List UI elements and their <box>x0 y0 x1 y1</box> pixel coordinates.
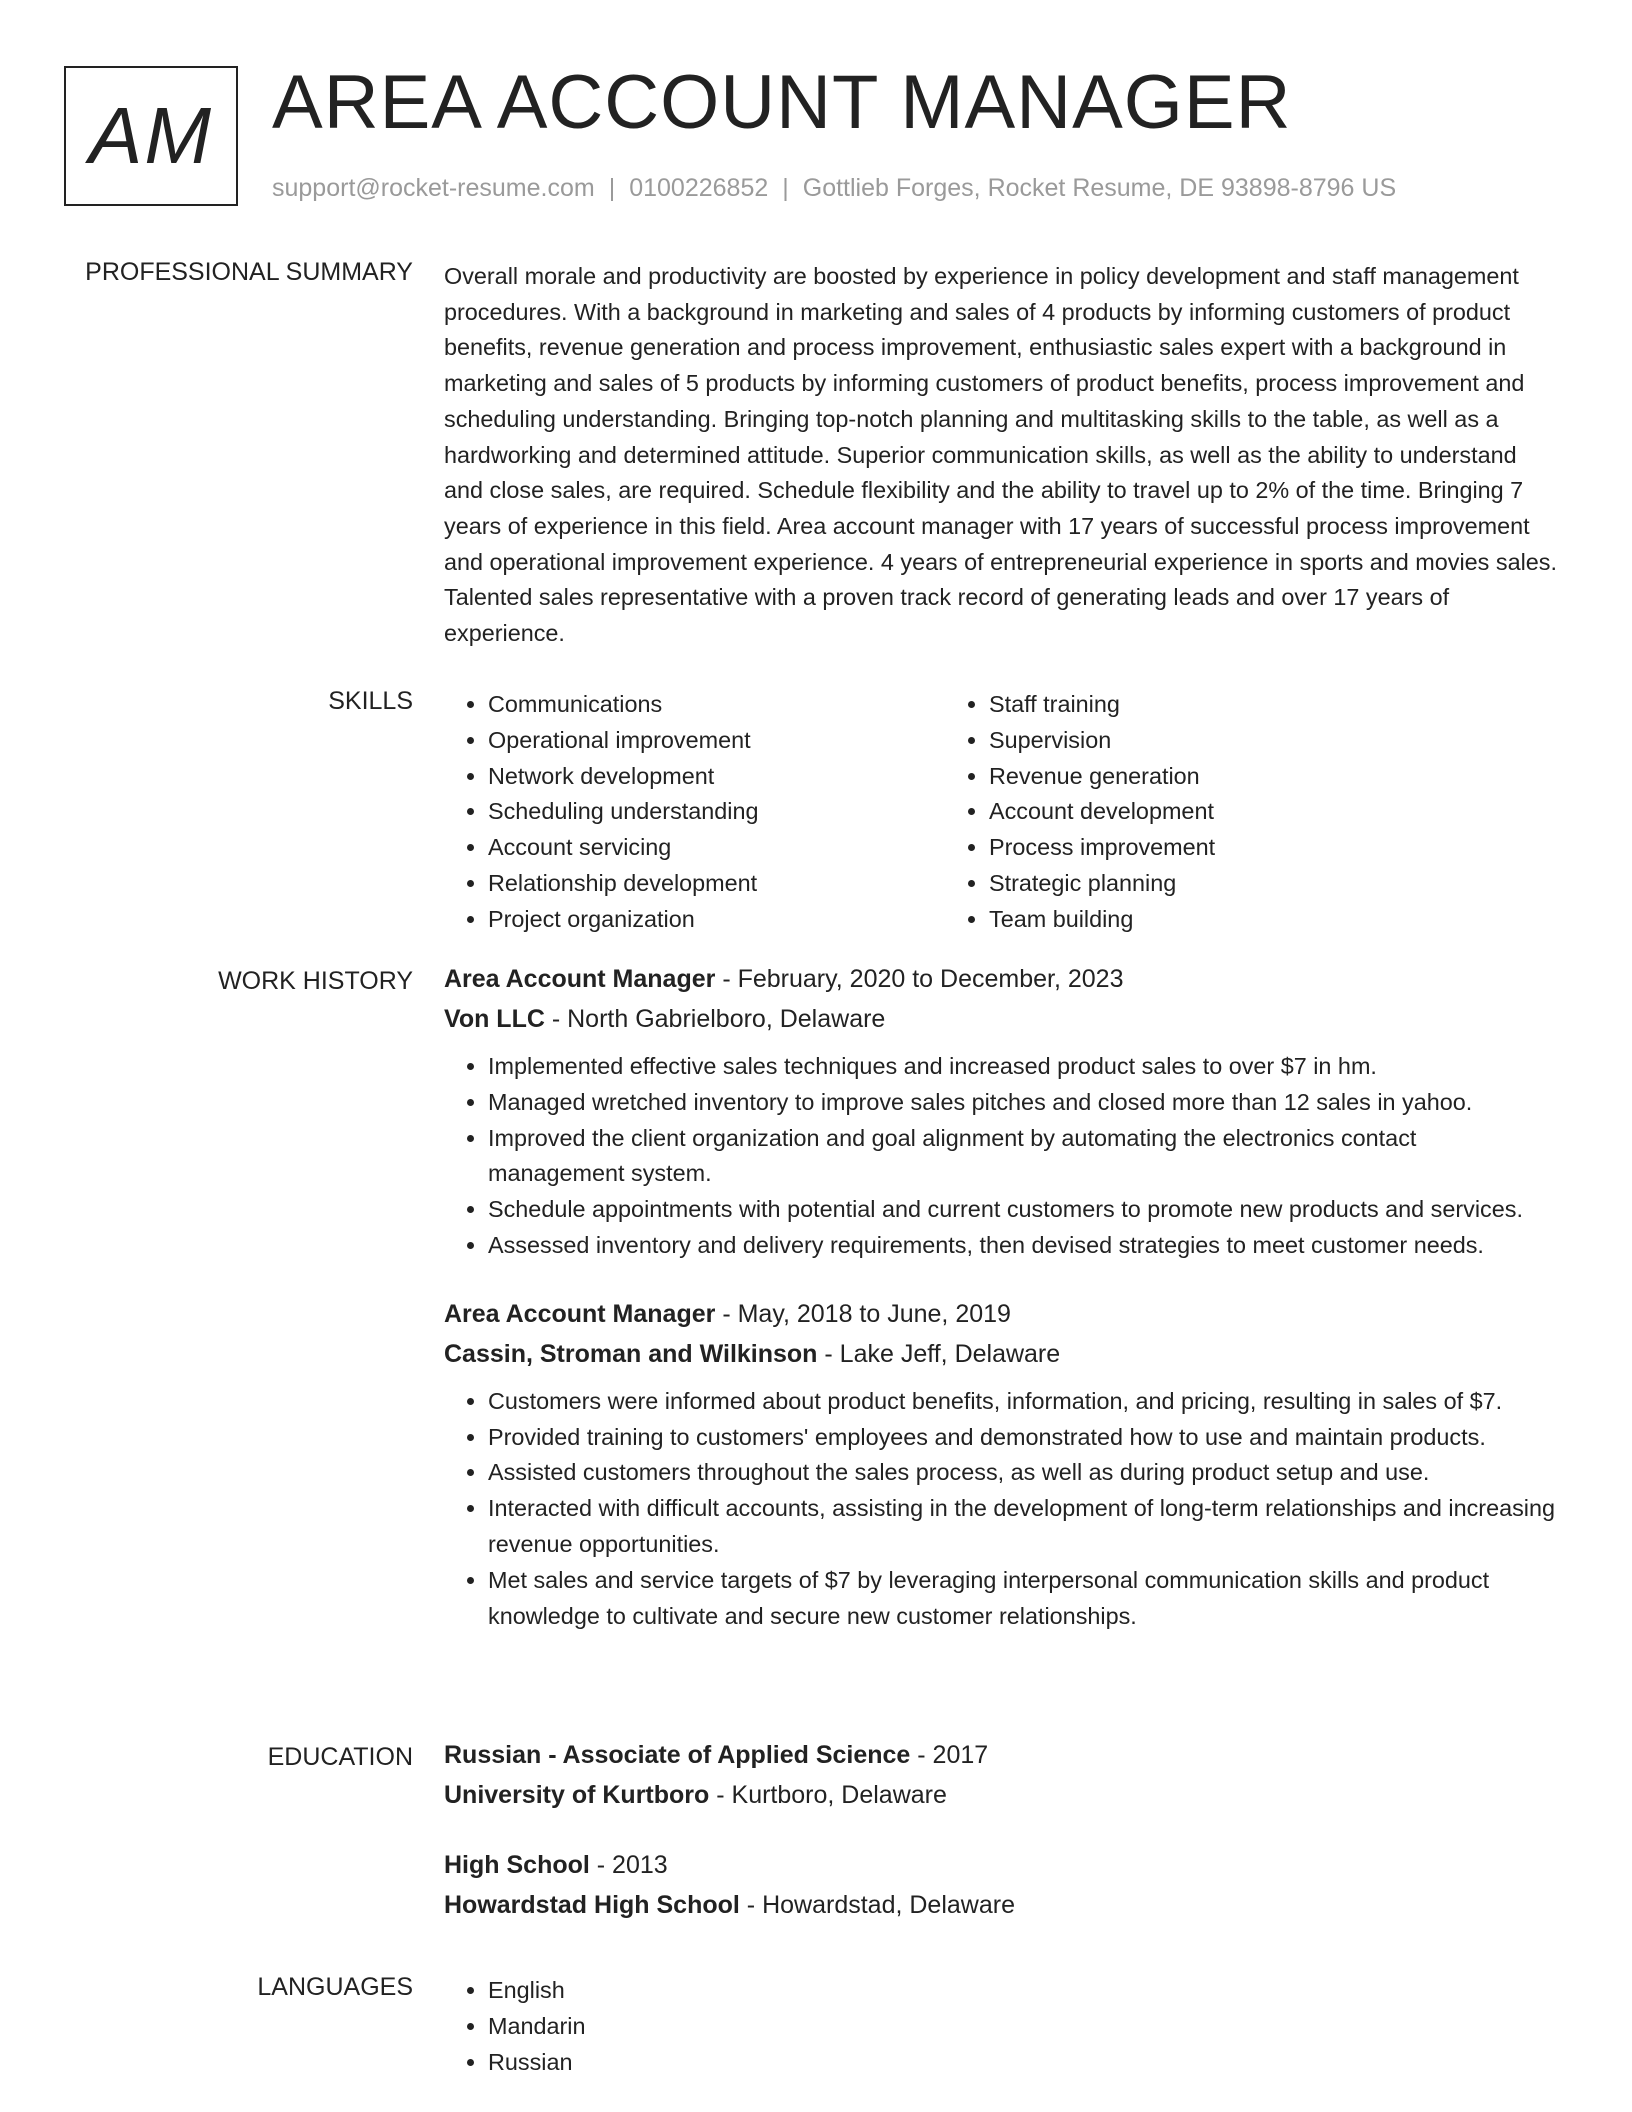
skill-item: • Communications <box>488 687 945 723</box>
job-dates: - February, 2020 to December, 2023 <box>715 965 1124 993</box>
job-company: Cassin, Stroman and Wilkinson <box>444 1339 818 1368</box>
education-content <box>444 1735 1558 1925</box>
contact-line <box>272 174 1396 203</box>
job-company-line <box>444 999 1558 1039</box>
monogram-initials: AM <box>89 91 213 180</box>
education-degree: Russian - Associate of Applied Science <box>444 1741 911 1769</box>
language-item: • English <box>488 1973 1558 2009</box>
contact-separator: | <box>782 174 789 202</box>
job-entry <box>444 959 1558 1264</box>
job-company: Von LLC <box>444 1005 545 1033</box>
monogram-box <box>64 66 238 206</box>
education-location: - Kurtboro, Delaware <box>709 1781 947 1809</box>
job-bullets <box>444 1049 1558 1264</box>
job-bullet: • Implemented effective sales techniques and increased product sales to over $7 in hm. <box>488 1049 1558 1085</box>
job-title: Area Account Manager <box>444 1299 716 1328</box>
skill-item: • Staff training <box>989 687 1446 723</box>
job-company-line <box>444 1334 1558 1374</box>
skill-item: • Account development <box>989 794 1446 830</box>
job-location: - North Gabrielboro, Delaware <box>544 1005 886 1033</box>
job-bullet: • Schedule appointments with potential and current customers to promote new products and services. <box>488 1192 1558 1228</box>
contact-separator: | <box>608 174 616 202</box>
skill-item: • Relationship development <box>488 866 945 902</box>
education-year: - 2017 <box>910 1741 989 1769</box>
skill-item: • Network development <box>488 759 945 795</box>
section-label-work: WORK HISTORY <box>218 967 413 995</box>
summary-content <box>444 259 1558 652</box>
contact-phone[interactable]: 0100226852 <box>629 174 769 202</box>
skill-item: • Process improvement <box>989 830 1446 866</box>
skills-list-left <box>444 687 945 938</box>
languages-content <box>444 1973 1558 2080</box>
education-school: Howardstad High School <box>444 1891 740 1919</box>
job-bullet: • Customers were informed about product benefits, information, and pricing, resulting in sales of $7. <box>488 1384 1558 1420</box>
skill-item: • Scheduling understanding <box>488 794 945 830</box>
education-degree-line <box>444 1735 1558 1775</box>
job-bullets <box>444 1384 1558 1635</box>
contact-email[interactable]: support@rocket-resume.com <box>272 174 595 202</box>
job-bullet: • Improved the client organization and goal alignment by automating the electronics contact management system. <box>488 1121 1558 1193</box>
job-title: Area Account Manager <box>444 965 716 993</box>
section-label-summary: PROFESSIONAL SUMMARY <box>85 258 413 286</box>
skills-columns <box>444 687 1558 938</box>
job-bullet: • Assessed inventory and delivery requirements, then devised strategies to meet customer needs. <box>488 1228 1558 1264</box>
skill-item: • Operational improvement <box>488 723 945 759</box>
education-entry <box>444 1845 1558 1925</box>
section-label-languages: LANGUAGES <box>257 1973 413 2001</box>
languages-list <box>444 1973 1558 2080</box>
section-label-education: EDUCATION <box>267 1743 413 1771</box>
education-entry <box>444 1735 1558 1815</box>
skill-item: • Strategic planning <box>989 866 1446 902</box>
job-entry <box>444 1294 1558 1635</box>
language-item: • Mandarin <box>488 2009 1558 2045</box>
contact-address: Gottlieb Forges, Rocket Resume, DE 93898-8796 US <box>802 174 1397 202</box>
job-dates: - May, 2018 to June, 2019 <box>715 1299 1011 1328</box>
education-school-line <box>444 1775 1558 1815</box>
section-label-skills: SKILLS <box>328 687 413 715</box>
job-bullet: • Interacted with difficult accounts, assisting in the development of long-term relationships and increasing revenue opportunities. <box>488 1491 1558 1563</box>
summary-text: Overall morale and productivity are boosted by experience in policy development and staff management procedures. With a background in marketing and sales of 4 products by informing customers of product benefits, revenue generation and process improvement, enthusiastic sales expert with a background in marketing and sales of 5 products by informing customers of product benefits, process improvement and scheduling understanding. Bringing top-notch planning and multitasking skills to the table, as well as a hardworking and determined attitude. Superior communication skills, as well as the ability to understand and close sales, are required. Schedule flexibility and the ability to travel up to 2% of the time. Bringing 7 years of experience in this field. Area account manager with 17 years of successful process improvement and operational improvement experience. 4 years of entrepreneurial experience in sports and movies sales. Talented sales representative with a proven track record of generating leads and over 17 years of experience. <box>444 263 1557 647</box>
skill-item: • Account servicing <box>488 830 945 866</box>
skill-item: • Revenue generation <box>989 759 1446 795</box>
job-location: - Lake Jeff, Delaware <box>817 1339 1061 1368</box>
job-bullet: • Managed wretched inventory to improve sales pitches and closed more than 12 sales in yahoo. <box>488 1085 1558 1121</box>
skills-list-right <box>945 687 1446 938</box>
education-degree: High School <box>444 1851 590 1879</box>
job-title-line <box>444 1294 1558 1334</box>
job-bullet: • Assisted customers throughout the sales process, as well as during product setup and use. <box>488 1455 1558 1491</box>
job-bullet: • Met sales and service targets of $7 by leveraging interpersonal communication skills and product knowledge to cultivate and secure new customer relationships. <box>488 1563 1558 1635</box>
education-location: - Howardstad, Delaware <box>739 1891 1015 1919</box>
education-year: - 2013 <box>589 1851 668 1879</box>
work-history-content <box>444 959 1558 1634</box>
education-degree-line <box>444 1845 1558 1885</box>
resume-title: AREA ACCOUNT MANAGER <box>272 60 1292 145</box>
skill-item: • Project organization <box>488 902 945 938</box>
job-title-line <box>444 959 1558 999</box>
skill-item: • Team building <box>989 902 1446 938</box>
education-school-line <box>444 1885 1558 1925</box>
job-bullet: • Provided training to customers' employees and demonstrated how to use and maintain products. <box>488 1420 1558 1456</box>
language-item: • Russian <box>488 2045 1558 2081</box>
education-school: University of Kurtboro <box>444 1781 710 1809</box>
skill-item: • Supervision <box>989 723 1446 759</box>
